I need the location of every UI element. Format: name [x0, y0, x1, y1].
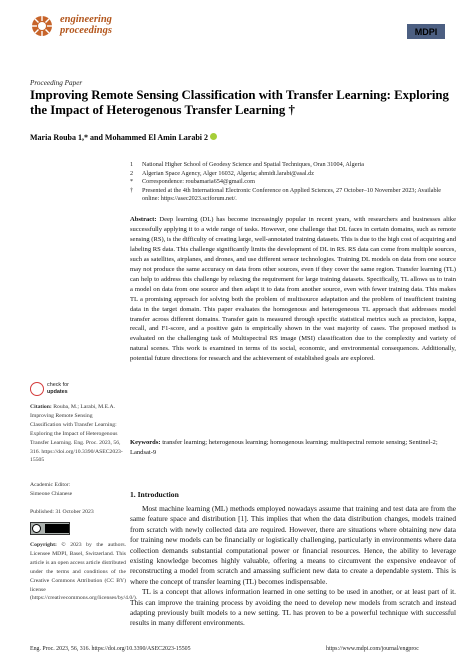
page-title: Improving Remote Sensing Classification with Transfer Learning: Exploring the Impact of Heterogenous Transfer Learning †: [30, 88, 449, 117]
editor-label: Academic Editor:: [30, 482, 71, 488]
affiliation-mark: †: [130, 186, 134, 194]
journal-logo-icon: [30, 14, 54, 38]
academic-editor: [30, 481, 125, 499]
cc-icon: [32, 524, 41, 533]
orcid-icon[interactable]: [210, 133, 217, 140]
check-for-updates-button[interactable]: [30, 382, 90, 398]
affiliations: [130, 161, 450, 204]
affiliation-item: [130, 161, 450, 170]
affiliation-text: Correspondence: roubamaria654@gmail.com: [142, 178, 255, 185]
affiliation-mark: *: [130, 178, 134, 185]
article-type: Proceeding Paper: [30, 79, 83, 87]
cc-by-label: [45, 524, 69, 533]
introduction-body: [130, 504, 456, 629]
check-updates-label: [47, 382, 69, 395]
affiliation-item: [130, 187, 450, 204]
cc-by-license-badge[interactable]: [30, 522, 70, 535]
citation-label: Citation:: [30, 404, 52, 410]
section-heading: 1. Introduction: [130, 490, 179, 499]
affiliation-text: Presented at the 4th International Electronic Conference on Applied Sciences, 27 October–10 November 2023; Available online: https://asec2023.sciforum.net/.: [142, 186, 442, 202]
paragraph: Most machine learning (ML) methods employed nowadays assume that training and test data are from the same feature space and distribution [1]. This implies that when the data distribution changes, models trained from scratch with newly collected data are required. However, there are situations where obtaining new data for training new models can be financially or logistically challenging, particularly in environments where data collection demands substantial computational power or financial resources. Hence, the ability to leverage existing knowledge becomes highly valuable, offering a means to circumvent the expensive endeavor of reconstructing a model from scratch and amassing sufficient new data to create a dependable system. This is where the concept of transfer learning (TL) becomes indispensable.: [130, 504, 456, 586]
abstract: [130, 215, 456, 364]
abstract-text: Deep learning (DL) has become increasingly popular in recent years, with researchers and businesses alike successfully applying it to a wide range of tasks. However, one challenge that DL faces in certain domains, such as remote sensing (RS), is the difficulty of creating large, well-annotated training datasets. This is due to the high cost of acquiring and labeling RS data. This challenge significantly limits the development of DL in RS. RS data can come from multiple sources, such as satellites, airplanes, and drones, and use different sensor technologies. Training DL models on data from one source may not produce the same accuracy on data from other sources, even if they cover the same region. Transfer learning (TL) can help to address this challenge by relaxing the requirement for large training datasets. Specifically, TL allows us to train a model on data from one source and then adapt it to data from another source, even with fewer training data. This makes TL a promising approach for solving both the problem of multisource adaptation and the problem of insufficient training data in the target domain. This paper evaluates the homogenous and heterogeneous TL approach that addresses model transfer across different domains. Transfer gain is measured through specific statistical metrics such as precision, kappa, recall, and F1-score, and a positive gain is empirically shown in the vast majority of cases. The proposed method is evaluated on the challenging task of Multispectral RS image (MSI) classification due to the complexity and variety of natural scenes. This work is examined in terms of its social, economic, and environmental consequences. Additionally, potential future directions for research and the achievement of established goals are explored.: [130, 216, 456, 363]
check-updates-icon: [30, 382, 44, 396]
mdpi-logo: [407, 24, 445, 39]
footer-citation: Eng. Proc. 2023, 56, 316. https://doi.org/10.3390/ASEC2023-15505: [30, 646, 191, 652]
mdpi-logo-text: MDPI: [414, 27, 438, 37]
copyright-label: Copyright:: [30, 542, 57, 548]
footer-journal-link[interactable]: https://www.mdpi.com/journal/engproc: [326, 646, 419, 652]
check-updates-line1: check for: [47, 382, 69, 388]
check-updates-line2: updates: [47, 388, 68, 395]
abstract-label: Abstract:: [130, 216, 157, 223]
author-names: Maria Rouba 1,* and Mohammed El Amin Larabi 2: [30, 133, 209, 142]
copyright: [30, 541, 138, 603]
keywords-text: transfer learning; heterogenous learning; homogenous learning; multispectral remote sensing; Sentinel-2; Landsat-9: [130, 439, 438, 456]
affiliation-text: Algerian Space Agency, Alger 16032, Algeria; ahmidi.larabi@asal.dz: [142, 169, 314, 177]
copyright-text: © 2023 by the authors. Licensee MDPI, Basel, Switzerland. This article is an open access article distributed under the terms and conditions of the Creative Commons Attribution (CC BY) license (https://creativecommons.org/licenses/by/4.0/).: [30, 542, 138, 602]
affiliation-mark: 1: [130, 161, 134, 168]
published-date: Published: 31 October 2023: [30, 509, 94, 515]
affiliation-text: National Higher School of Geodesy Science and Spatial Techniques, Oran 31004, Algeria: [142, 161, 364, 168]
citation: [30, 403, 125, 465]
paragraph: TL is a concept that allows information learned in one setting to be used in another, or at least part of it. This can improve the training process by avoiding the need to develop new models from scratch and instead adapting previously built models to a new setting. TL has proven to be a powerful technique with successful results in many different environments.: [130, 587, 456, 628]
journal-name-line1: engineering: [60, 14, 112, 25]
keywords-label: Keywords:: [130, 439, 161, 446]
editor-name: Simeone Chianese: [30, 490, 73, 497]
author-list: [30, 133, 217, 142]
journal-name: [60, 14, 170, 36]
keywords: [130, 438, 456, 458]
affiliation-item: [130, 178, 450, 187]
journal-name-line2: proceedings: [60, 25, 112, 36]
citation-text[interactable]: Rouba, M.; Larabi, M.E.A. Improving Remote Sensing Classification with Transfer Learning: Exploring the Impact of Heterogenous Transfer Learning. Eng. Proc. 2023, 56, 316. https://doi.org/10.3390/ASEC2023-15505: [30, 404, 123, 464]
affiliation-item: [130, 170, 450, 179]
affiliation-mark: 2: [130, 169, 134, 177]
